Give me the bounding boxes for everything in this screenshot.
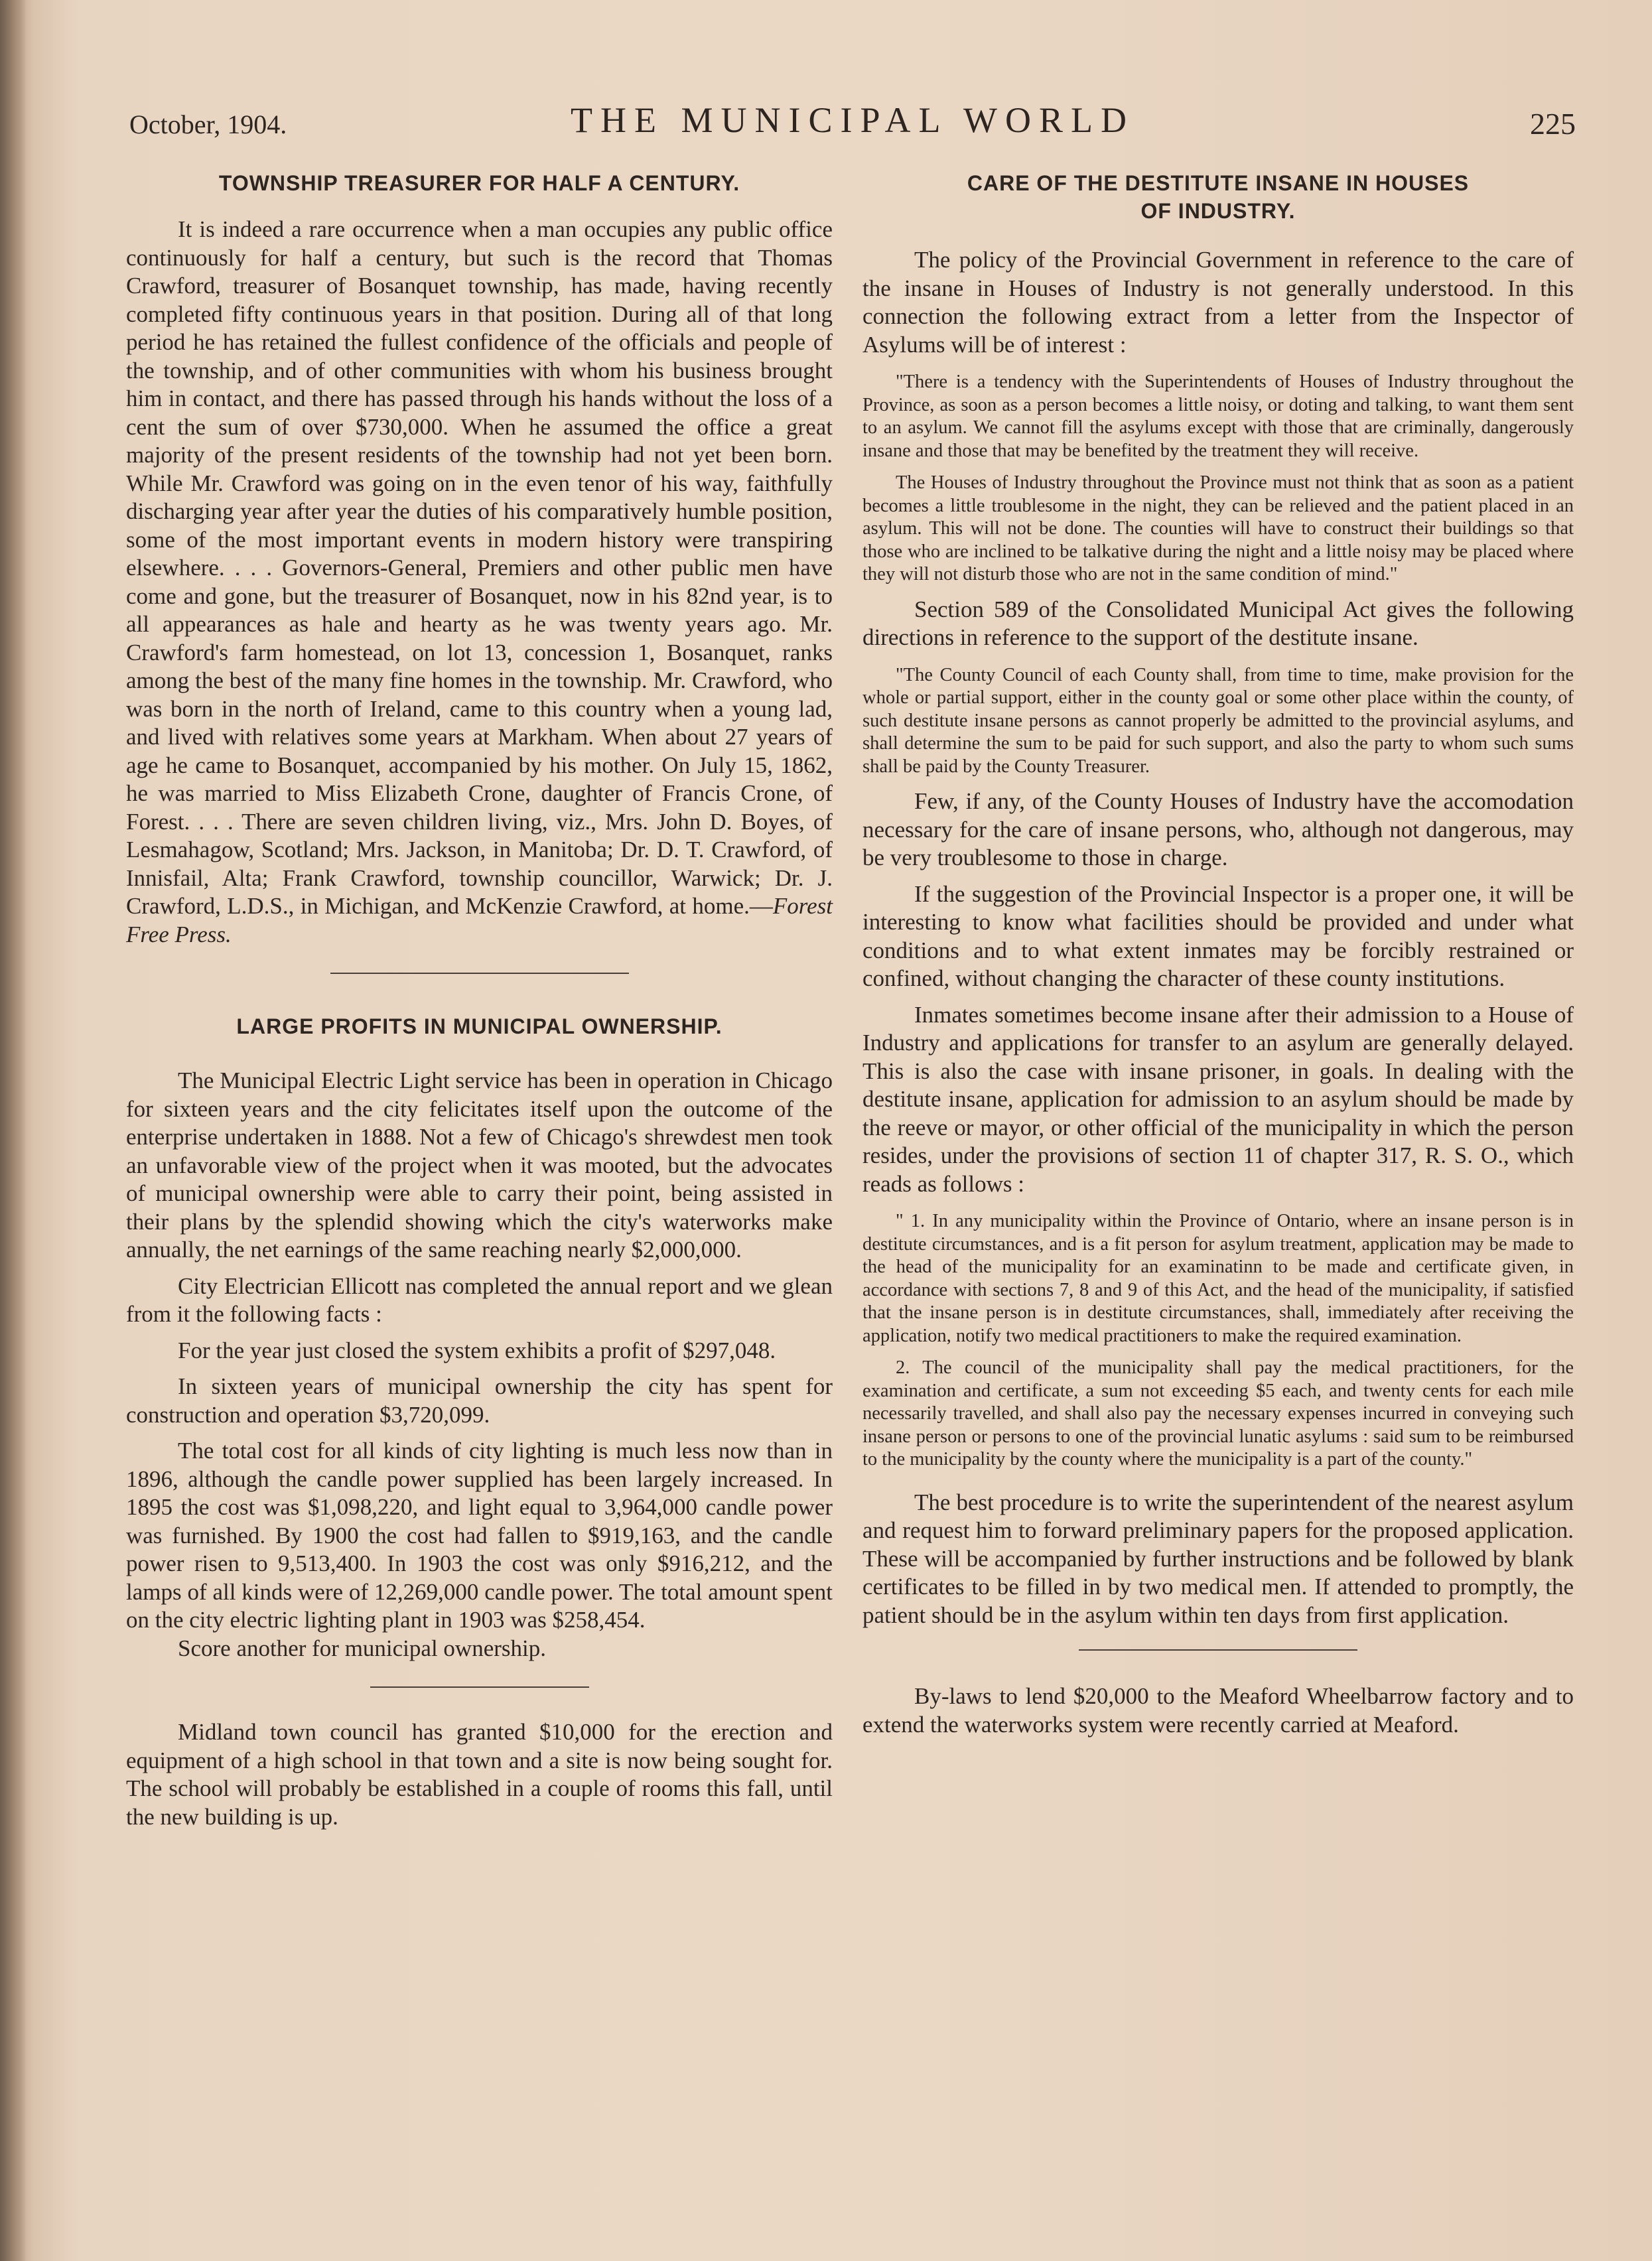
page-number: 225	[1530, 107, 1576, 141]
right-column	[862, 169, 1574, 1739]
treasurer-text	[126, 216, 833, 949]
treasurer-body: It is indeed a rare occurrence when a man occupies any public office continuously for half a century, but such is the record that Thomas Crawford, treasurer of Bosanquet township, has made, having recently completed fifty continuous years in that position. During all of that long period he has retained the fullest confidence of the officials and people of the township, and of other communities with whom his business brought him in contact, and there has passed through his hands without the loss of a cent the sum of over $730,000. When he assumed the office a great majority of the present residents of the township had not yet been born. While Mr. Crawford was going on in the even tenor of his way, faithfully discharging year after year the duties of his comparatively humble position, some of the most important events in modern history were transpiring elsewhere. . . . Governors-General, Premiers and other public men have come and gone, but the treasurer of Bosanquet, now in his 82nd year, is to all appearances as hale and hearty as he was twenty years ago. Mr. Crawford's farm homestead, on lot 13, concession 1, Bosanquet, ranks among the best of the many fine homes in the township. Mr. Crawford, who was born in the north of Ireland, came to this country when a young lad, and lived with relatives some years at Markham. When about 27 years of age he came to Bosanquet, accompanied by his mother. On July 15, 1862, he was married to Miss Elizabeth Crone, daughter of Francis Crone, of Forest. . . . There are seven children living, viz., Mrs. John D. Boyes, of Lesmahagow, Scotland; Mrs. Jackson, in Manitoba; Dr. D. T. Crawford, of Innisfail, Alta; Frank Crawford, township councillor, Warwick; Dr. J. Crawford, L.D.S., in Michigan, and McKenzie Crawford, at home.—	[126, 216, 833, 919]
insane-quote-5: 2. The council of the municipality shall pay the medical practitioners, for the examination and certificate, a sum not exceeding $5 each, and twenty cents for each mile necessarily travelled, and shall also pay the necessary expenses incurred in conveying such insane person or persons to one of the provincial lunatic asylums : said sum to be reimbursed to the municipality by the county where the municipality is a part of the county."	[862, 1357, 1574, 1470]
divider	[330, 973, 629, 974]
insane-paragraph-6: The best procedure is to write the superintendent of the nearest asylum and request him to forward preliminary papers for the proposed application. These will be accompanied by further instructions and be followed by blank certificates to be filled in by two medical men. If attended to promptly, the patient should be in the asylum within ten days from first application.	[862, 1489, 1574, 1628]
insane-heading-line-1: CARE OF THE DESTITUTE INSANE IN HOUSES	[967, 171, 1470, 195]
treasurer-source: Forest Free Press.	[126, 893, 833, 947]
divider	[1079, 1649, 1357, 1651]
insane-paragraph-5: Inmates sometimes become insane after their admission to a House of Industry and applications for transfer to an asylum are generally delayed. This is also the case with insane prisoner, in goals. In dealing with the destitute insane, application for admission to an asylum should be made by the reeve or mayor, or other official of the municipality in which the person resides, under the provisions of section 11 of chapter 317, R. S. O., which reads as follows :	[862, 1001, 1574, 1197]
profits-paragraph-2: City Electrician Ellicott nas completed the annual report and we glean from it the following facts :	[126, 1272, 833, 1327]
treasurer-heading: TOWNSHIP TREASURER FOR HALF A CENTURY.	[218, 171, 740, 195]
insane-paragraph-2: Section 589 of the Consolidated Municipal Act gives the following directions in reference to the support of the destitute insane.	[862, 596, 1574, 650]
profits-paragraph-6: Score another for municipal ownership.	[178, 1635, 546, 1661]
insane-heading-line-2: OF INDUSTRY.	[1140, 199, 1296, 223]
insane-paragraph-4: If the suggestion of the Provincial Inspector is a proper one, it will be interesting to know what facilities should be provided and under what conditions and to what extent inmates may be forcibly restrained or confined, without changing the character of these county institutions.	[862, 880, 1574, 991]
meaford-text: By-laws to lend $20,000 to the Meaford Wheelbarrow factory and to extend the waterworks system were recently carried at Meaford.	[862, 1683, 1574, 1738]
issue-date: October, 1904.	[129, 109, 287, 139]
running-head	[129, 100, 1576, 153]
midland-text: Midland town council has granted $10,000 for the erection and equipment of a high school in that town and a site is now being sought for. The school will probably be established in a couple of rooms this fall, until the new building is up.	[126, 1719, 833, 1830]
profits-paragraph-3: For the year just closed the system exhibits a profit of $297,048.	[178, 1337, 776, 1363]
profits-paragraph-5: The total cost for all kinds of city lighting is much less now than in 1896, although the candle power supplied has been largely increased. In 1895 the cost was $1,098,220, and light equal to 3,964,000 candle power was furnished. By 1900 the cost had fallen to $919,163, and the candle power risen to 9,513,400. In 1903 the cost was only $916,212, and the lamps of all kinds were of 12,269,000 candle power. The total amount spent on the city electric lighting plant in 1903 was $258,454.	[126, 1438, 833, 1633]
page-spine-shadow	[0, 0, 27, 2261]
insane-heading	[862, 169, 1574, 225]
left-column	[126, 169, 833, 1831]
insane-quote-3: "The County Council of each County shall, from time to time, make provision for the whole or partial support, either in the county goal or some other place within the county, of such destitute insane persons as cannot properly be admitted to the provincial asylums, and shall determine the sum to be paid for such support, and also the party to whom such sums shall be paid by the County Treasurer.	[862, 664, 1574, 777]
profits-paragraph-1: The Municipal Electric Light service has been in operation in Chicago for sixteen years and the city felicitates itself upon the outcome of the enterprise undertaken in 1888. Not a few of Chicago's shrewdest men took an unfavorable view of the project when it was mooted, but the advocates of municipal ownership were able to carry their point, being assisted in their plans by the splendid showing which the city's waterworks make annually, the net earnings of the same reaching nearly $2,000,000.	[126, 1067, 833, 1263]
insane-quote-2: The Houses of Industry throughout the Province must not think that as soon as a patient becomes a little troublesome in the night, they can be relieved and the patient placed in an asylum. This will not be done. The counties will have to construct their buildings so that those who are inclined to be talkative during the night and a little noisy may be placed where they will not disturb those who are not in the same condition of mind."	[862, 472, 1574, 584]
publication-title: THE MUNICIPAL WORLD	[570, 100, 1135, 140]
insane-paragraph-3: Few, if any, of the County Houses of Industry have the accomodation necessary for the care of insane persons, who, although not dangerous, may be very troublesome to those in charge.	[862, 788, 1574, 870]
insane-paragraph-1: The policy of the Provincial Government in reference to the care of the insane in Houses of Industry is not generally understood. In this connection the following extract from a letter from the Inspector of Asylums will be of interest :	[862, 247, 1574, 358]
divider	[370, 1686, 589, 1688]
profits-heading: LARGE PROFITS IN MUNICIPAL OWNERSHIP.	[236, 1014, 723, 1038]
insane-quote-4: " 1. In any municipality within the Province of Ontario, where an insane person is in destitute circumstances, and is a fit person for asylum treatment, application may be made to the head of the municipality for an examinatinn to be made and certificate given, in accordance with sections 7, 8 and 9 of this Act, and the head of the municipality, if satisfied that the insane person is in destitute circumstances, shall, immediately after receiving the application, notify two medical practitioners to make the required examination.	[862, 1211, 1574, 1346]
insane-quote-1: "There is a tendency with the Superintendents of Houses of Industry throughout the Province, as soon as a person becomes a little noisy, or doting and talking, to want them sent to an asylum. We cannot fill the asylums except with those that are criminally, dangerously insane and those that may be benefited by the treatment they will receive.	[862, 372, 1574, 461]
profits-paragraph-4: In sixteen years of municipal ownership the city has spent for construction and operation $3,720,099.	[126, 1373, 833, 1428]
